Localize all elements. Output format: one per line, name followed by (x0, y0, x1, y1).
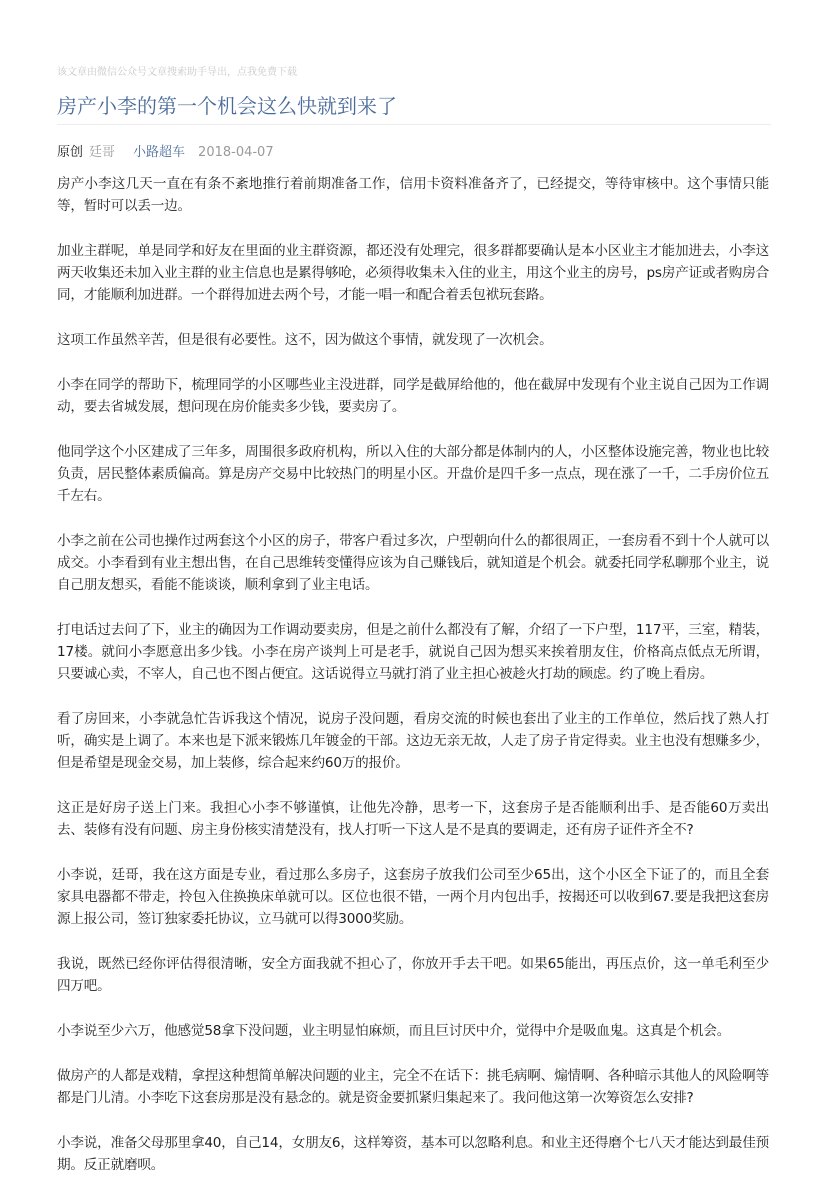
paragraph: 小李在同学的帮助下，梳理同学的小区哪些业主没进群，同学是截屏给他的，他在截屏中发现有个业主说自己因为工作调动，要去省城发展，想问现在房价能卖多少钱，要卖房了。 (57, 377, 769, 415)
publish-date: 2018-04-07 (198, 145, 274, 160)
paragraph: 小李说，廷哥，我在这方面是专业，看过那么多房子，这套房子放我们公司至少65出，这个小区全下证了的，而且全套家具电器都不带走，拎包入住换换床单就可以。区位也很不错，一两个月内包出手，按揭还可以收到67.要是我把这套房源上报公司，签订独家委托协议，立马就可以得3000奖励。 (57, 867, 769, 927)
paragraph: 这正是好房子送上门来。我担心小李不够谨慎，让他先冷静，思考一下，这套房子是否能顺利出手、是否能60万卖出去、装修有没有问题、房主身份核实清楚没有，找人打听一下这人是不是真的要调走，还有房子证件齐全不? (57, 800, 769, 838)
paragraph: 小李之前在公司也操作过两套这个小区的房子，带客户看过多次，户型朝向什么的都很周正，一套房看不到十个人就可以成交。小李看到有业主想出售，在自己思维转变懂得应该为自己赚钱后，就知道是个机会。就委托同学私聊那个业主，说自己朋友想买，看能不能谈谈，顺利拿到了业主电话。 (57, 533, 769, 593)
article-title: 房产小李的第一个机会这么快就到来了 (57, 94, 397, 118)
paragraph: 他同学这个小区建成了三年多，周围很多政府机构，所以入住的大部分都是体制内的人，小区整体设施完善，物业也比较负责，居民整体素质偏高。算是房产交易中比较热门的明星小区。开盘价是四千多一点点，现在涨了一千，二手房价位五千左右。 (57, 444, 769, 504)
account-link[interactable]: 小路超车 (133, 145, 186, 160)
paragraph: 做房产的人都是戏精，拿捏这种想简单解决问题的业主，完全不在话下：挑毛病啊、煽情啊、各种暗示其他人的风险啊等都是门儿清。小李吃下这套房那是没有悬念的。就是资金要抓紧归集起来了。我问他这第一次筹资怎么安排? (57, 1068, 769, 1106)
paragraph: 看了房回来，小李就急忙告诉我这个情况，说房子没问题，看房交流的时候也套出了业主的工作单位，然后找了熟人打听，确实是上调了。本来也是下派来锻炼几年镀金的干部。这边无亲无故，人走了房子肯定得卖。业主也没有想赚多少，但是希望是现金交易，加上装修，综合起来约60万的报价。 (57, 711, 769, 771)
paragraph: 房产小李这几天一直在有条不紊地推行着前期准备工作，信用卡资料准备齐了，已经提交，等待审核中。这个事情只能等，暂时可以丢一边。 (57, 176, 769, 214)
paragraph: 打电话过去问了下，业主的确因为工作调动要卖房，但是之前什么都没有了解，介绍了一下户型，117平，三室，精装，17楼。就问小李愿意出多少钱。小李在房产谈判上可是老手，就说自己因为想买来挨着朋友住，价格高点低点无所谓，只要诚心卖，不宰人，自己也不图占便宜。这话说得立马就打消了业主担心被趁火打劫的顾虑。约了晚上看房。 (57, 622, 769, 682)
paragraph: 小李说至少六万，他感觉58拿下没问题，业主明显怕麻烦，而且巨讨厌中介，觉得中介是吸血鬼。这真是个机会。 (57, 1023, 731, 1039)
article-body (57, 173, 769, 1199)
original-label: 原创 (57, 145, 84, 160)
paragraph: 小李说，准备父母那里拿40，自己14，女朋友6，这样筹资，基本可以忽略利息。和业主还得磨个七八天才能达到最佳预期。反正就磨呗。 (57, 1135, 769, 1173)
export-note-link[interactable]: 该文章由微信公众号文章搜索助手导出，点我免费下载 (57, 67, 297, 78)
paragraph: 加业主群呢，单是同学和好友在里面的业主群资源，都还没有处理完，很多群都要确认是本小区业主才能加进去，小李这两天收集还未加入业主群的业主信息也是累得够呛，必须得收集未入住的业主，用这个业主的房号，ps房产证或者购房合同，才能顺利加进群。一个群得加进去两个号，才能一唱一和配合着丢包袱玩套路。 (57, 243, 769, 303)
paragraph: 我说，既然已经你评估得很清晰，安全方面我就不担心了，你放开手去干吧。如果65能出，再压点价，这一单毛利至少四万吧。 (57, 956, 769, 994)
author-name: 廷哥 (89, 145, 116, 160)
title-divider (57, 124, 771, 125)
article-meta (57, 141, 274, 160)
paragraph: 这项工作虽然辛苦，但是很有必要性。这不，因为做这个事情，就发现了一次机会。 (57, 332, 553, 348)
